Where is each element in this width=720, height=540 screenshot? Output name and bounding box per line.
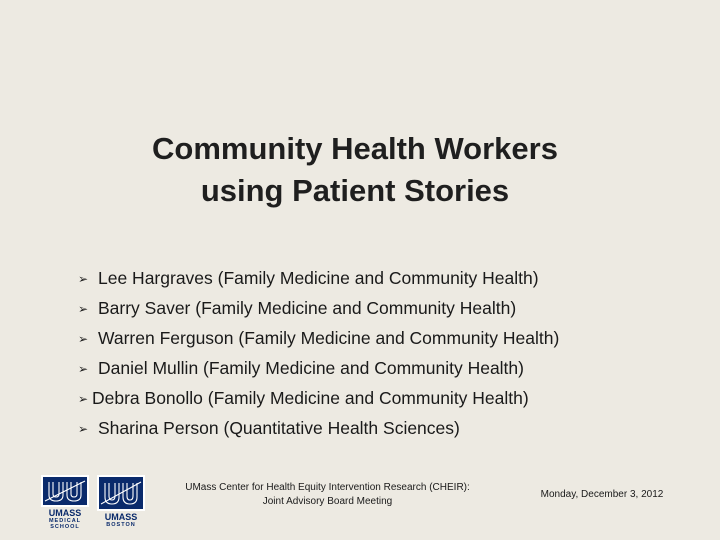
arrow-bullet-icon: ➢ <box>78 392 89 406</box>
arrow-bullet-icon: ➢ <box>78 272 89 286</box>
presenter-list <box>78 264 559 444</box>
slide-title-line-1: Community Health Workers <box>152 131 558 166</box>
list-item <box>78 294 559 324</box>
list-item <box>78 414 559 444</box>
footer-center-line-2: Joint Advisory Board Meeting <box>262 496 393 507</box>
arrow-bullet-icon: ➢ <box>78 302 89 316</box>
slide-title <box>0 128 710 212</box>
logo-subtext-line-1: MEDICAL <box>48 518 82 524</box>
list-item-text: Lee Hargraves (Family Medicine and Community Health) <box>98 268 539 288</box>
logo-subtext-line-1: BOSTON <box>106 522 136 528</box>
list-item <box>78 264 559 294</box>
logo-wordmark: UMASS <box>104 512 138 522</box>
arrow-bullet-icon: ➢ <box>78 332 89 346</box>
list-item-text: Warren Ferguson (Family Medicine and Community Health) <box>98 328 560 348</box>
umass-boston-logo <box>96 475 146 531</box>
footer-event-info <box>160 481 495 509</box>
list-item <box>78 354 559 384</box>
list-item-text: Daniel Mullin (Family Medicine and Community Health) <box>98 358 524 378</box>
footer-date: Monday, December 3, 2012 <box>540 489 664 500</box>
slide-title-line-2: using Patient Stories <box>200 173 510 208</box>
arrow-bullet-icon: ➢ <box>78 362 89 376</box>
arrow-bullet-icon: ➢ <box>78 422 89 436</box>
footer-center-line-1: UMass Center for Health Equity Intervention Research (CHEIR): <box>185 482 470 493</box>
umass-medical-school-emblem-icon <box>40 475 90 507</box>
list-item-text: Barry Saver (Family Medicine and Community Health) <box>98 298 517 318</box>
list-item <box>78 384 559 414</box>
list-item <box>78 324 559 354</box>
umass-boston-emblem-icon <box>96 475 146 511</box>
list-item-text: Sharina Person (Quantitative Health Sciences) <box>98 418 460 438</box>
logo-subtext-line-2: SCHOOL <box>50 524 80 530</box>
umass-medical-school-logo <box>40 475 90 531</box>
list-item-text: Debra Bonollo (Family Medicine and Community Health) <box>92 388 529 408</box>
logo-wordmark: UMASS <box>48 508 82 518</box>
